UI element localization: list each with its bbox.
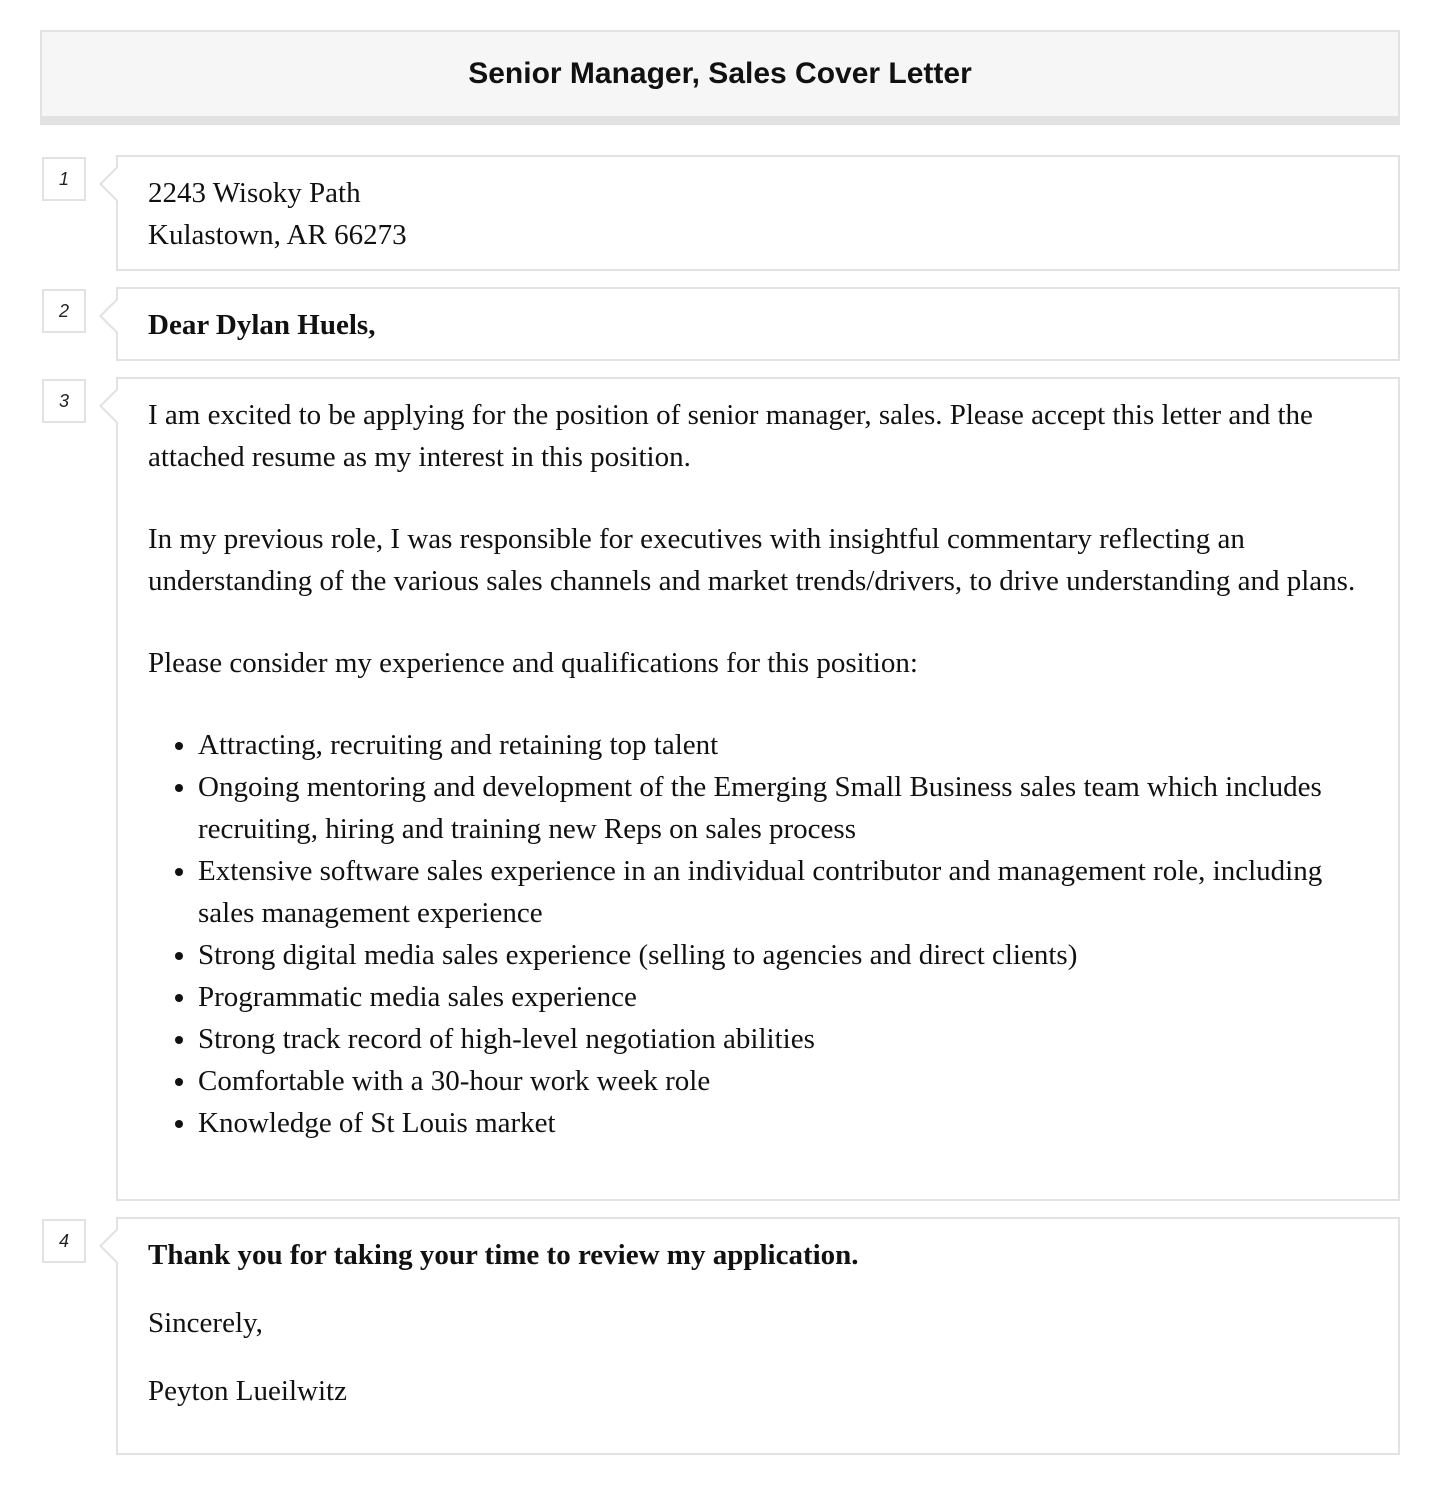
page-title: Senior Manager, Sales Cover Letter: [468, 57, 972, 90]
closing-box: [116, 1217, 1400, 1455]
letter-header: [40, 30, 1400, 125]
list-item: • Strong track record of high-level negotiation abilities: [198, 1018, 1368, 1060]
address-line-2: Kulastown, AR 66273: [148, 219, 407, 251]
list-item: • Knowledge of St Louis market: [198, 1102, 1368, 1144]
salutation-box: [116, 287, 1400, 361]
consider-paragraph: Please consider my experience and qualifications for this position:: [148, 647, 918, 679]
list-item: • Extensive software sales experience in an individual contributor and management role, including sales management experience: [198, 850, 1368, 934]
salutation: Dear Dylan Huels,: [148, 309, 376, 341]
section-number: 2: [42, 289, 86, 333]
list-item: • Ongoing mentoring and development of the Emerging Small Business sales team which includes recruiting, hiring and training new Reps on sales process: [198, 766, 1368, 850]
address-box: [116, 155, 1400, 271]
address-line-1: 2243 Wisoky Path: [148, 177, 361, 209]
thanks-line: Thank you for taking your time to review my application.: [148, 1239, 859, 1271]
list-item: • Comfortable with a 30-hour work week role: [198, 1060, 1368, 1102]
previous-role-paragraph: In my previous role, I was responsible for executives with insightful commentary reflecting an understanding of the various sales channels and market trends/drivers, to drive understanding and plans.: [148, 523, 1356, 597]
list-item: • Programmatic media sales experience: [198, 976, 1368, 1018]
closing-line: Sincerely,: [148, 1307, 263, 1339]
list-item: • Strong digital media sales experience (selling to agencies and direct clients): [198, 934, 1368, 976]
qualifications-list: [148, 724, 1368, 1144]
list-item: • Attracting, recruiting and retaining top talent: [198, 724, 1368, 766]
section-number: 3: [42, 379, 86, 423]
intro-paragraph: I am excited to be applying for the position of senior manager, sales. Please accept this letter and the attached resume as my interest in this position.: [148, 399, 1313, 473]
section-number: 1: [42, 157, 86, 201]
signature: Peyton Lueilwitz: [148, 1375, 347, 1407]
section-number: 4: [42, 1219, 86, 1263]
body-box: [116, 377, 1400, 1201]
